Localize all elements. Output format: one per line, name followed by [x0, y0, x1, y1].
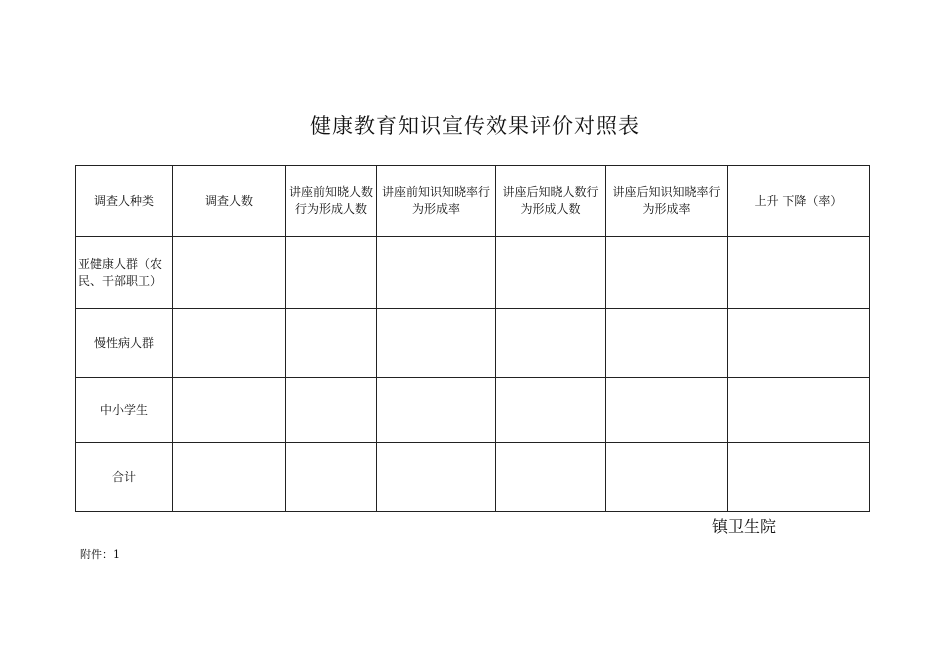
table-cell: [286, 237, 377, 309]
table-cell: [496, 378, 606, 443]
table-cell: [173, 443, 286, 512]
table-cell: [606, 443, 728, 512]
table-cell: [728, 309, 870, 378]
table-cell: [377, 443, 496, 512]
header-cell: 调查人数: [173, 166, 286, 237]
table-header-row: [76, 166, 870, 237]
table-cell: [377, 237, 496, 309]
header-cell: 调查人种类: [76, 166, 173, 237]
table-row-total: [76, 443, 870, 512]
table-cell: [377, 378, 496, 443]
table-cell: [728, 378, 870, 443]
table-cell: [606, 378, 728, 443]
row-label: 亚健康人群（农民、干部职工）: [76, 237, 173, 309]
table-cell: [496, 443, 606, 512]
header-cell: 讲座前知识知晓率行为形成率: [377, 166, 496, 237]
table-cell: [606, 237, 728, 309]
table-cell: [728, 237, 870, 309]
row-label: 慢性病人群: [76, 309, 173, 378]
table-cell: [496, 309, 606, 378]
row-label: 合计: [76, 443, 173, 512]
table-row: [76, 309, 870, 378]
signature-org: 镇卫生院: [712, 517, 777, 536]
table-row: [76, 378, 870, 443]
evaluation-table: [75, 165, 870, 512]
attachment-note: 附件：1: [80, 548, 120, 561]
table-row: [76, 237, 870, 309]
table-cell: [286, 443, 377, 512]
header-cell: 讲座后知晓人数行为形成人数: [496, 166, 606, 237]
table-cell: [173, 378, 286, 443]
header-cell: 讲座前知晓人数 行为形成人数: [286, 166, 377, 237]
document-title: 健康教育知识宣传效果评价对照表: [310, 114, 640, 138]
table-cell: [173, 309, 286, 378]
table-cell: [286, 378, 377, 443]
row-label: 中小学生: [76, 378, 173, 443]
header-cell: 讲座后知识知晓率行为形成率: [606, 166, 728, 237]
table-cell: [606, 309, 728, 378]
table-cell: [173, 237, 286, 309]
header-cell: 上升 下降（率）: [728, 166, 870, 237]
table-cell: [377, 309, 496, 378]
table-cell: [496, 237, 606, 309]
table-cell: [728, 443, 870, 512]
table-cell: [286, 309, 377, 378]
